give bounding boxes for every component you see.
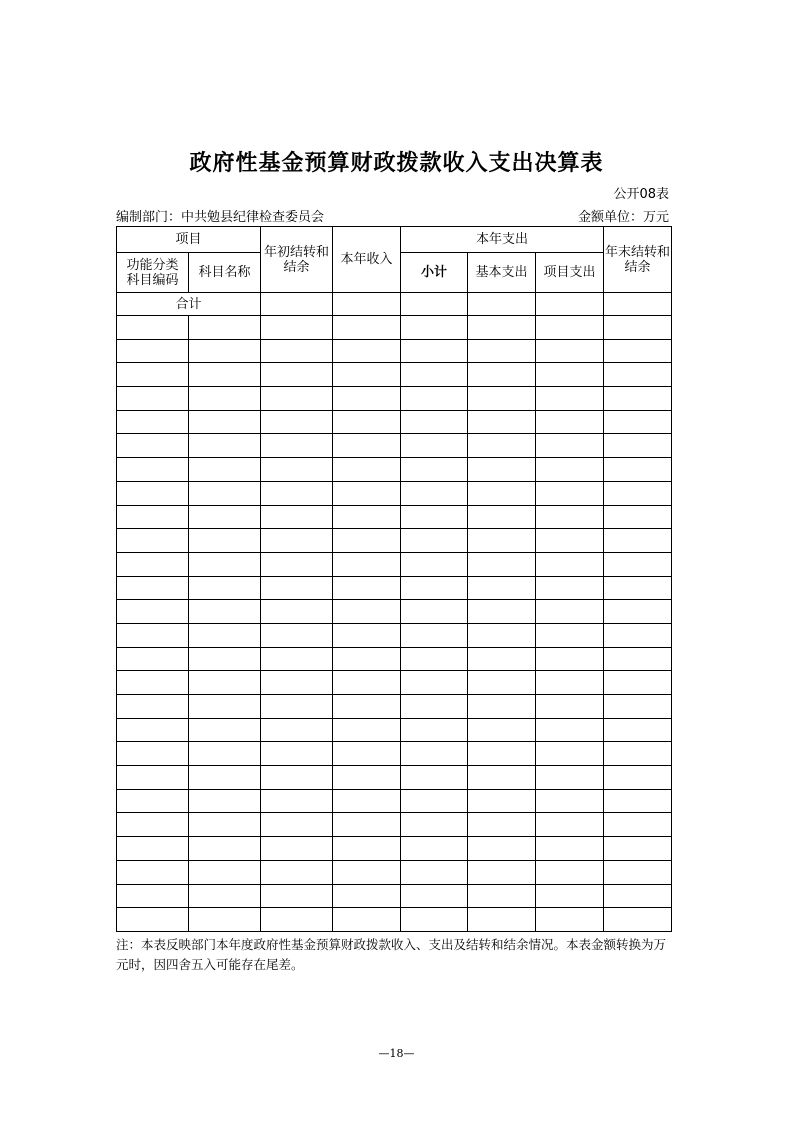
table-row xyxy=(117,647,672,671)
header-begin-balance: 年初结转和结余 xyxy=(261,227,333,293)
table-row xyxy=(117,718,672,742)
table-cell xyxy=(189,789,261,813)
table-cell xyxy=(333,766,401,790)
table-cell xyxy=(468,458,536,482)
table-row xyxy=(117,789,672,813)
table-cell xyxy=(536,884,604,908)
table-cell xyxy=(189,813,261,837)
table-cell xyxy=(604,529,672,553)
table-cell xyxy=(401,789,468,813)
table-cell xyxy=(401,718,468,742)
table-cell xyxy=(117,529,189,553)
table-cell xyxy=(333,316,401,340)
table-cell xyxy=(117,671,189,695)
table-cell xyxy=(401,600,468,624)
page-number: —18— xyxy=(378,1047,415,1060)
table-cell xyxy=(468,316,536,340)
table-cell xyxy=(604,742,672,766)
table-cell xyxy=(536,293,604,316)
table-cell xyxy=(117,908,189,932)
table-cell xyxy=(536,860,604,884)
table-row xyxy=(117,860,672,884)
table-cell xyxy=(189,695,261,719)
table-cell xyxy=(604,908,672,932)
table-cell xyxy=(401,647,468,671)
table-cell xyxy=(401,695,468,719)
table-cell xyxy=(117,695,189,719)
table-row xyxy=(117,813,672,837)
table-cell xyxy=(536,742,604,766)
table-cell xyxy=(189,576,261,600)
table-cell xyxy=(604,837,672,861)
table-cell xyxy=(333,410,401,434)
table-cell xyxy=(536,387,604,411)
header-income: 本年收入 xyxy=(333,227,401,293)
table-cell xyxy=(261,742,333,766)
table-cell xyxy=(117,363,189,387)
table-row xyxy=(117,671,672,695)
header-subject-name: 科目名称 xyxy=(189,253,261,293)
table-cell xyxy=(468,363,536,387)
table-cell xyxy=(333,600,401,624)
table-cell xyxy=(333,529,401,553)
footnote: 注：本表反映部门本年度政府性基金预算财政拨款收入、支出及结转和结余情况。本表金额转换为万元时，因四舍五入可能存在尾差。 xyxy=(116,937,667,972)
table-cell xyxy=(117,410,189,434)
table-cell xyxy=(401,671,468,695)
table-cell xyxy=(333,481,401,505)
table-cell xyxy=(261,789,333,813)
table-cell xyxy=(604,434,672,458)
table-cell xyxy=(604,339,672,363)
table-cell xyxy=(261,623,333,647)
table-cell xyxy=(604,316,672,340)
table-cell xyxy=(117,860,189,884)
table-cell xyxy=(333,647,401,671)
table-cell xyxy=(468,695,536,719)
table-cell xyxy=(117,339,189,363)
table-cell xyxy=(401,813,468,837)
header-basic-expense: 基本支出 xyxy=(468,253,536,293)
table-row xyxy=(117,837,672,861)
table-cell xyxy=(261,908,333,932)
table-cell xyxy=(189,766,261,790)
table-cell xyxy=(333,293,401,316)
table-cell xyxy=(333,576,401,600)
table-cell xyxy=(189,837,261,861)
table-cell xyxy=(536,529,604,553)
table-row xyxy=(117,695,672,719)
table-cell xyxy=(536,339,604,363)
table-cell xyxy=(189,742,261,766)
table-cell xyxy=(261,884,333,908)
header-func-code: 功能分类科目编码 xyxy=(117,253,189,293)
table-cell xyxy=(604,671,672,695)
table-cell xyxy=(261,766,333,790)
table-cell xyxy=(261,481,333,505)
table-cell xyxy=(189,884,261,908)
table-cell xyxy=(333,813,401,837)
table-row xyxy=(117,576,672,600)
table-cell xyxy=(604,647,672,671)
table-cell xyxy=(117,647,189,671)
table-cell xyxy=(468,742,536,766)
table-cell xyxy=(401,293,468,316)
table-cell xyxy=(401,316,468,340)
table-cell xyxy=(468,410,536,434)
table-cell xyxy=(189,600,261,624)
table-cell xyxy=(189,481,261,505)
table-cell xyxy=(604,410,672,434)
table-row xyxy=(117,339,672,363)
header-end-balance: 年末结转和结余 xyxy=(604,227,672,293)
table-cell xyxy=(261,505,333,529)
table-cell xyxy=(604,458,672,482)
table-cell xyxy=(604,481,672,505)
table-row xyxy=(117,410,672,434)
page-title: 政府性基金预算财政拨款收入支出决算表 xyxy=(189,151,604,176)
table-row xyxy=(117,481,672,505)
table-row xyxy=(117,387,672,411)
table-cell xyxy=(261,671,333,695)
table-cell xyxy=(333,363,401,387)
table-cell xyxy=(536,789,604,813)
table-cell xyxy=(117,387,189,411)
table-cell xyxy=(261,860,333,884)
table-cell xyxy=(401,766,468,790)
table-cell xyxy=(536,908,604,932)
table-cell xyxy=(468,505,536,529)
table-cell xyxy=(468,576,536,600)
table-cell xyxy=(333,434,401,458)
table-cell xyxy=(261,552,333,576)
table-cell xyxy=(189,718,261,742)
table-cell xyxy=(536,813,604,837)
table-row xyxy=(117,458,672,482)
table-cell xyxy=(468,860,536,884)
table-cell xyxy=(604,623,672,647)
table-cell xyxy=(604,505,672,529)
table-cell xyxy=(468,623,536,647)
table-cell xyxy=(117,623,189,647)
table-cell xyxy=(261,718,333,742)
table-cell xyxy=(604,387,672,411)
table-cell xyxy=(333,552,401,576)
table-cell xyxy=(117,505,189,529)
table-cell xyxy=(117,458,189,482)
table-cell xyxy=(401,576,468,600)
table-cell xyxy=(261,529,333,553)
table-cell xyxy=(333,742,401,766)
table-row xyxy=(117,623,672,647)
table-cell xyxy=(117,434,189,458)
table-cell xyxy=(333,695,401,719)
table-cell xyxy=(117,789,189,813)
table-cell xyxy=(401,908,468,932)
table-cell xyxy=(401,837,468,861)
table-cell xyxy=(468,387,536,411)
table-cell xyxy=(536,552,604,576)
table-cell xyxy=(261,837,333,861)
table-cell xyxy=(536,481,604,505)
table-row xyxy=(117,316,672,340)
table-cell xyxy=(401,529,468,553)
table-cell xyxy=(604,576,672,600)
table-cell xyxy=(261,458,333,482)
header-project-expense: 项目支出 xyxy=(536,253,604,293)
table-cell xyxy=(333,505,401,529)
table-cell xyxy=(261,387,333,411)
table-cell xyxy=(333,884,401,908)
table-cell xyxy=(604,293,672,316)
table-cell xyxy=(333,339,401,363)
table-cell xyxy=(333,860,401,884)
table-cell xyxy=(536,766,604,790)
table-cell xyxy=(261,434,333,458)
table-cell xyxy=(117,718,189,742)
table-cell xyxy=(189,860,261,884)
table-cell xyxy=(261,600,333,624)
table-cell xyxy=(261,695,333,719)
table-row xyxy=(117,434,672,458)
table-cell xyxy=(189,552,261,576)
table-cell xyxy=(468,481,536,505)
table-cell xyxy=(117,600,189,624)
table-cell xyxy=(536,363,604,387)
table-cell xyxy=(261,647,333,671)
table-cell xyxy=(261,339,333,363)
table-row xyxy=(117,884,672,908)
table-cell xyxy=(468,789,536,813)
table-cell xyxy=(536,600,604,624)
header-project: 项目 xyxy=(117,227,261,253)
table-cell xyxy=(401,481,468,505)
table-cell xyxy=(401,458,468,482)
table-cell xyxy=(468,339,536,363)
table-cell xyxy=(401,742,468,766)
table-cell xyxy=(468,293,536,316)
table-row xyxy=(117,505,672,529)
table-cell xyxy=(536,718,604,742)
table-cell xyxy=(468,766,536,790)
table-cell xyxy=(401,410,468,434)
table-cell xyxy=(333,387,401,411)
table-row xyxy=(117,529,672,553)
table-row xyxy=(117,908,672,932)
table-cell xyxy=(536,505,604,529)
table-cell xyxy=(468,837,536,861)
table-cell xyxy=(333,671,401,695)
table-cell xyxy=(468,600,536,624)
table-cell xyxy=(333,718,401,742)
table-row xyxy=(117,600,672,624)
table-cell xyxy=(261,813,333,837)
table-cell xyxy=(117,552,189,576)
table-cell xyxy=(536,671,604,695)
table-number: 公开08表 xyxy=(613,187,669,202)
table-cell xyxy=(468,434,536,458)
table-cell xyxy=(117,316,189,340)
header-expense: 本年支出 xyxy=(401,227,604,253)
table-cell xyxy=(401,505,468,529)
budget-table xyxy=(116,226,672,932)
table-cell xyxy=(189,671,261,695)
table-cell xyxy=(261,576,333,600)
table-cell xyxy=(536,410,604,434)
table-cell xyxy=(333,623,401,647)
total-label: 合计 xyxy=(117,293,261,316)
table-cell xyxy=(468,813,536,837)
table-cell xyxy=(401,387,468,411)
table-cell xyxy=(604,766,672,790)
table-cell xyxy=(536,647,604,671)
table-cell xyxy=(117,742,189,766)
table-cell xyxy=(189,410,261,434)
unit-label: 金额单位：万元 xyxy=(577,210,669,225)
table-cell xyxy=(401,339,468,363)
table-cell xyxy=(401,860,468,884)
table-cell xyxy=(117,576,189,600)
table-cell xyxy=(401,623,468,647)
table-cell xyxy=(189,316,261,340)
table-cell xyxy=(536,695,604,719)
table-cell xyxy=(261,410,333,434)
table-cell xyxy=(604,363,672,387)
table-cell xyxy=(604,860,672,884)
table-cell xyxy=(189,363,261,387)
table-cell xyxy=(401,363,468,387)
table-cell xyxy=(401,434,468,458)
table-cell xyxy=(189,623,261,647)
table-cell xyxy=(189,434,261,458)
table-cell xyxy=(401,552,468,576)
table-row xyxy=(117,766,672,790)
table-cell xyxy=(604,718,672,742)
table-row xyxy=(117,742,672,766)
table-cell xyxy=(604,884,672,908)
table-cell xyxy=(117,884,189,908)
table-cell xyxy=(261,293,333,316)
table-cell xyxy=(604,695,672,719)
table-cell xyxy=(536,576,604,600)
table-cell xyxy=(468,884,536,908)
table-cell xyxy=(468,647,536,671)
table-cell xyxy=(604,813,672,837)
table-cell xyxy=(536,316,604,340)
table-cell xyxy=(468,552,536,576)
table-cell xyxy=(261,363,333,387)
table-cell xyxy=(604,789,672,813)
table-cell xyxy=(468,529,536,553)
table-cell xyxy=(604,600,672,624)
table-cell xyxy=(333,458,401,482)
header-row-1 xyxy=(117,227,672,253)
table-cell xyxy=(468,908,536,932)
table-cell xyxy=(189,458,261,482)
table-cell xyxy=(536,458,604,482)
department-label: 编制部门：中共勉县纪律检查委员会 xyxy=(116,210,325,225)
table-cell xyxy=(117,481,189,505)
data-rows xyxy=(117,316,672,932)
table-cell xyxy=(117,837,189,861)
table-row xyxy=(117,363,672,387)
table-cell xyxy=(189,529,261,553)
table-cell xyxy=(468,718,536,742)
table-cell xyxy=(117,813,189,837)
table-cell xyxy=(189,505,261,529)
table-cell xyxy=(189,647,261,671)
table-cell xyxy=(401,884,468,908)
table-cell xyxy=(333,789,401,813)
table-cell xyxy=(189,908,261,932)
table-cell xyxy=(117,766,189,790)
total-row xyxy=(117,293,672,316)
table-cell xyxy=(604,552,672,576)
table-cell xyxy=(189,387,261,411)
header-subtotal: 小计 xyxy=(401,253,468,293)
table-cell xyxy=(536,623,604,647)
table-cell xyxy=(536,434,604,458)
table-cell xyxy=(333,837,401,861)
table-cell xyxy=(468,671,536,695)
table-cell xyxy=(189,339,261,363)
table-cell xyxy=(536,837,604,861)
table-cell xyxy=(333,908,401,932)
table-row xyxy=(117,552,672,576)
table-cell xyxy=(261,316,333,340)
